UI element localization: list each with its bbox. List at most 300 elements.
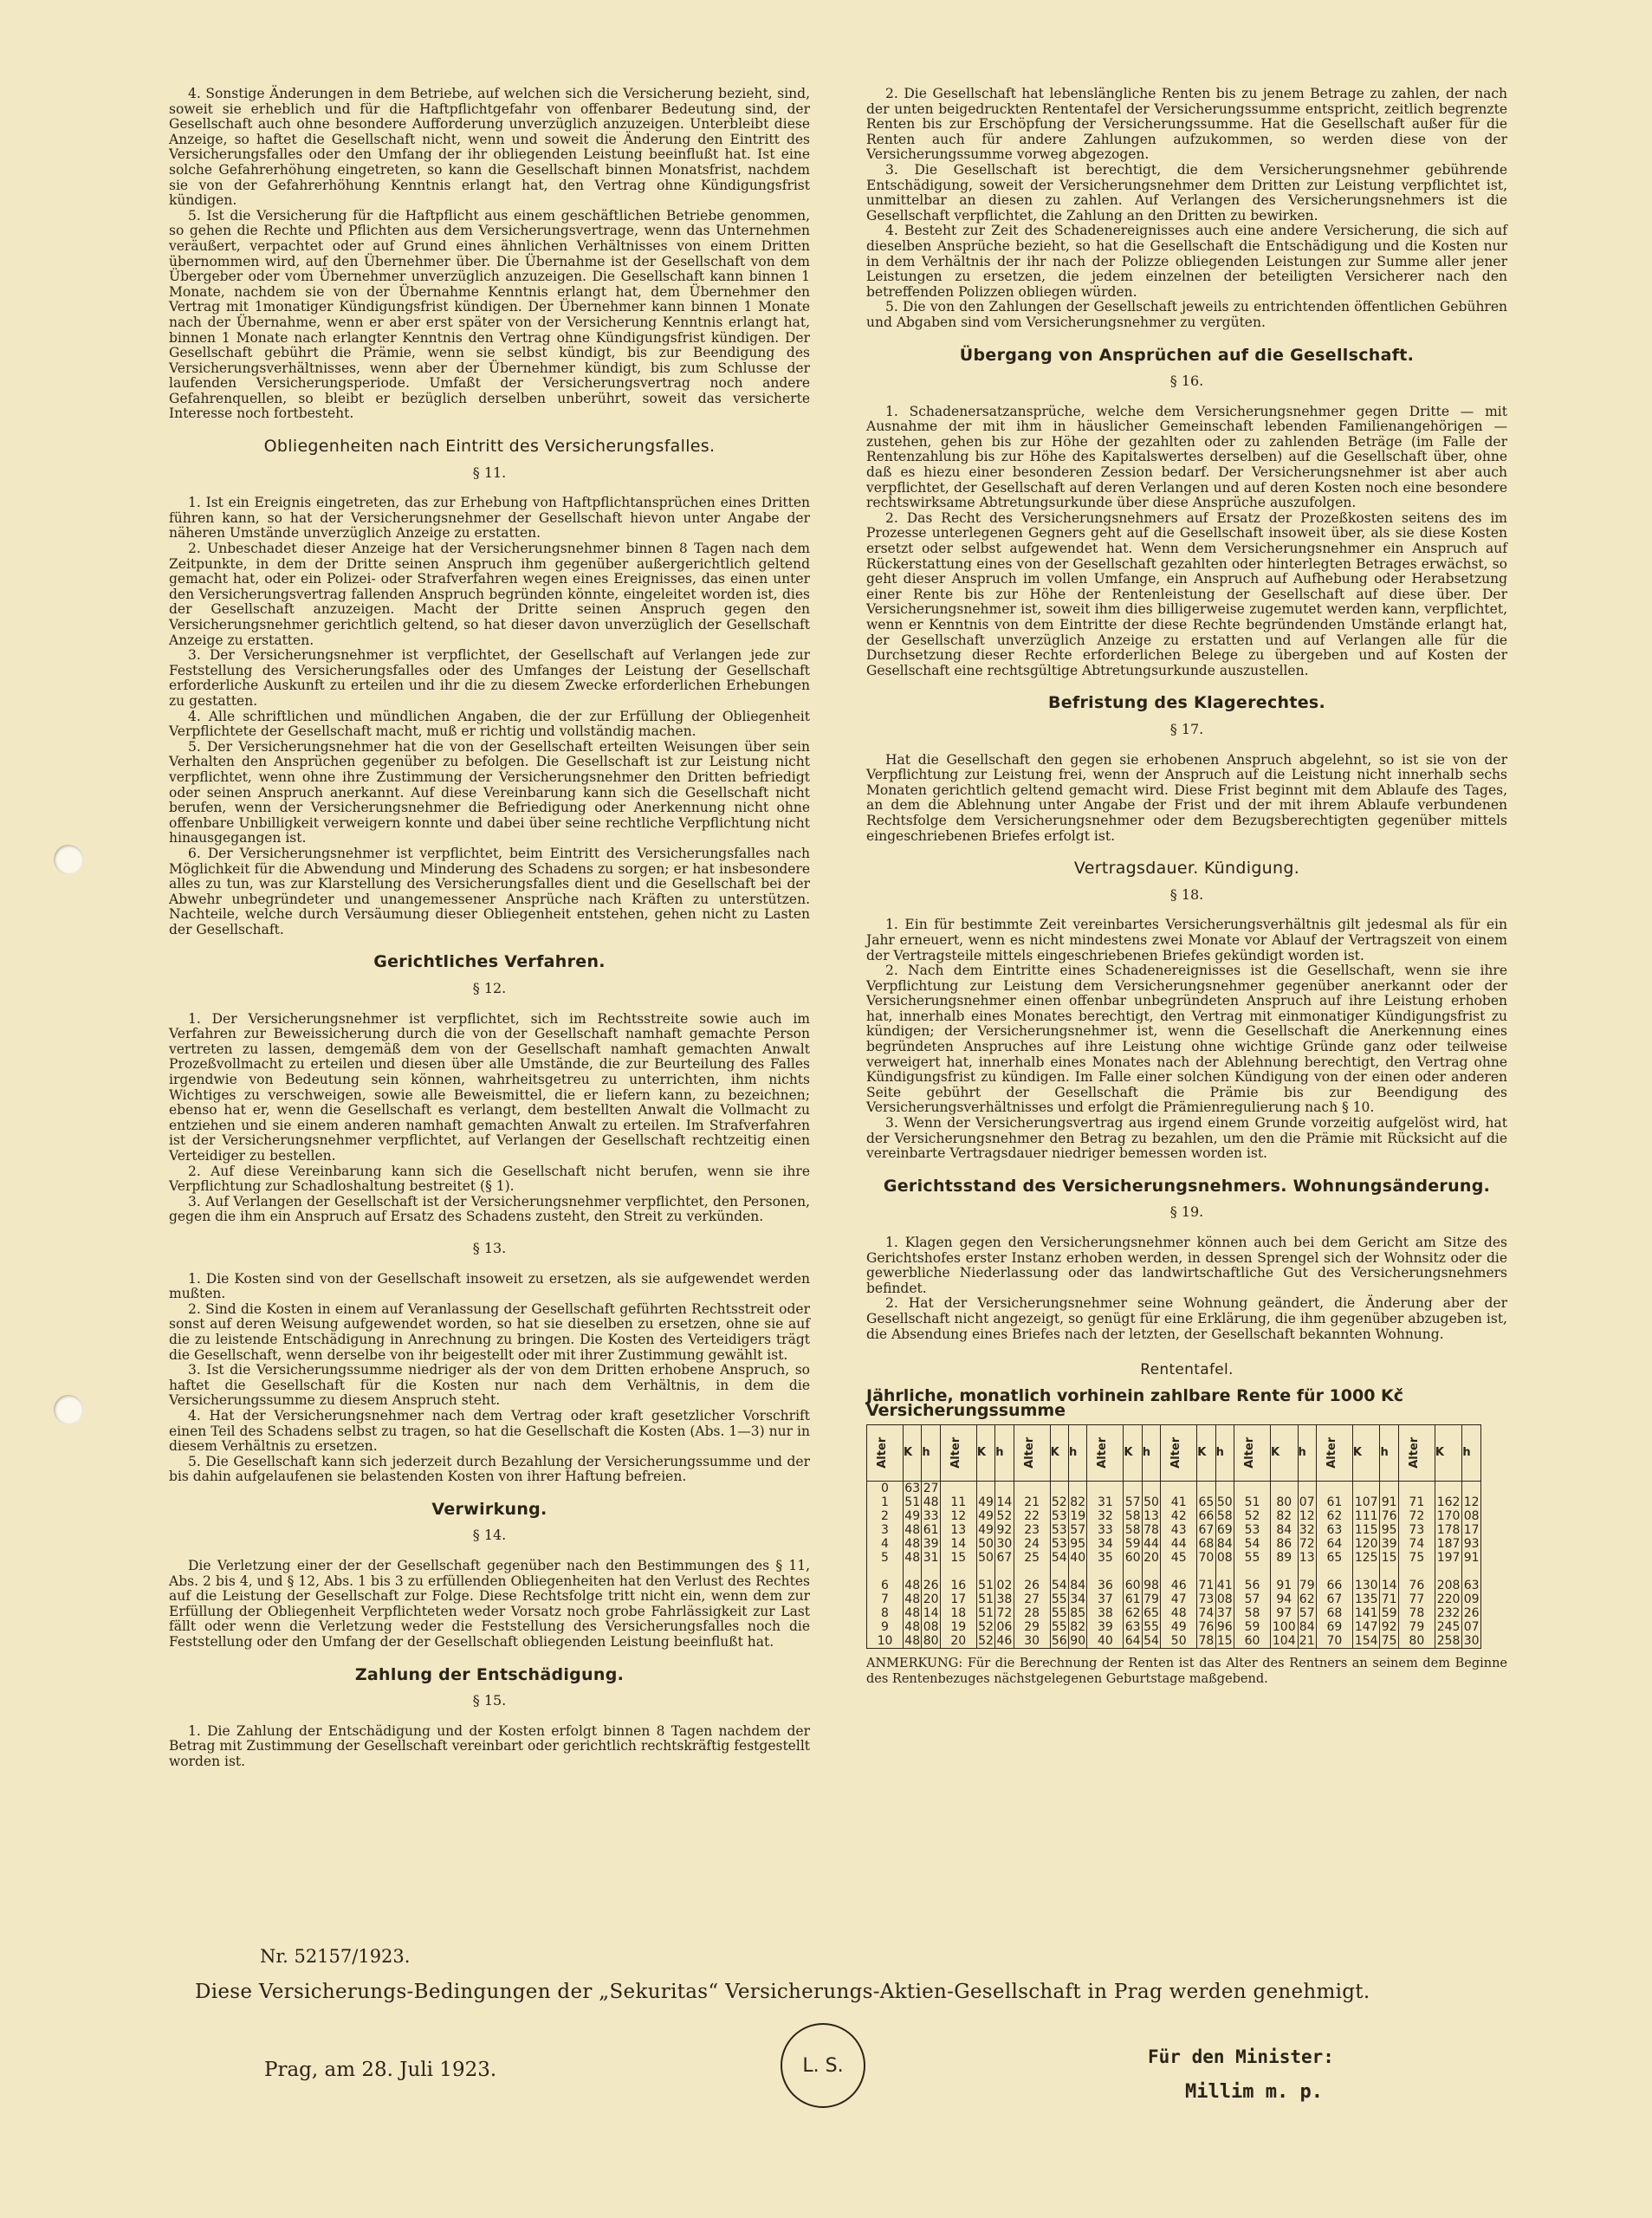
cell-alter: 60 [1234,1634,1270,1649]
cell-h: 61 [923,1522,939,1537]
cell-alter: 18 [940,1606,976,1620]
cell-alter: 26 [1014,1579,1050,1592]
cell-k: 68 [1198,1536,1215,1551]
cell-k: 258 [1435,1634,1462,1649]
cell-alter: 16 [940,1579,976,1592]
rententafel-body [867,1481,1481,1648]
cell-h: 27 [923,1481,939,1495]
cell-k: 54 [1051,1578,1067,1592]
cell-k: 52 [978,1633,994,1648]
col-header-k: K [1197,1424,1215,1481]
cell-h: 13 [1299,1550,1315,1565]
col-header-h: h [1069,1424,1087,1481]
cell-k: 55 [1051,1605,1067,1620]
section-14-label: § 14. [472,1527,507,1544]
cell-alter: 31 [1087,1495,1124,1509]
cell-alter: 68 [1316,1606,1352,1620]
section-11-label: § 11. [472,464,507,481]
col-header-h: h [1462,1424,1481,1481]
cell-alter: 64 [1316,1537,1352,1551]
cell-k: 48 [904,1522,921,1537]
table-row [867,1606,1481,1620]
cell-h: 80 [923,1633,939,1648]
cell-alter: 13 [940,1523,976,1537]
rententafel-table [866,1424,1481,1649]
col-header-alter: Alter [1161,1424,1197,1481]
table-row [867,1481,1481,1495]
cell-k: 111 [1352,1509,1380,1523]
cell-alter: 74 [1398,1537,1435,1551]
approval-statement: Diese Versicherungs-Bedingungen der „Sekuritas“ Versicherungs-Aktien-Gesellschaft in Prag werden genehmigt. [195,1981,1370,2003]
paragraph: 1. Schadenersatzansprüche, welche dem Versicherungsnehmer gegen Dritte — mit Ausnahme der mit ihm in häuslicher Gemeinschaft lebenden Familienangehörigen — zustehen, gehen bis zur Höhe der gezahlten oder zu zahlenden Beträge (im Falle der Rentenzahlung bis zur Höhe des Kapitalswertes derselben) auf die Gesellschaft über, ohne daß es hiezu einer besonderen Zession bedarf. Der Versicherungsnehmer ist aber auch verpflichtet, der Gesellschaft auf deren Verlangen und auf deren Kosten noch eine besondere rechtswirksame Abtretungsurkunde über diese Ansprüche auszufolgen. [866,403,1507,511]
rententafel-header-row [867,1424,1481,1481]
section-14-paragraphs [169,1559,810,1651]
cell-k: 53 [1051,1508,1067,1523]
cell-k [1124,1565,1142,1579]
cell-k: 50 [978,1550,994,1565]
cell-alter [940,1481,976,1495]
table-row [867,1592,1481,1606]
cell-h: 20 [923,1592,939,1606]
cell-k [1271,1481,1299,1495]
cell-alter: 5 [867,1551,904,1565]
cell-k: 60 [1124,1578,1141,1592]
cell-alter: 59 [1234,1620,1270,1634]
cell-alter: 48 [1161,1606,1197,1620]
table-row [867,1495,1481,1509]
cell-alter: 45 [1161,1551,1197,1565]
cell-k: 220 [1435,1592,1462,1606]
cell-alter: 61 [1316,1495,1352,1509]
cell-alter: 12 [940,1509,976,1523]
cell-k [1197,1481,1215,1495]
cell-k: 49 [978,1495,994,1509]
cell-h: 55 [1143,1619,1159,1634]
section-16-label: § 16. [1169,373,1204,390]
paragraph: 1. Ein für bestimmte Zeit vereinbartes Versicherungsverhältnis gilt jedesmal als für ein Jahr erneuert, wenn es nicht mindestens zwei Monate vor Ablauf der Vertragszeit von einem der Vertragsteile mittels eingeschriebenen Briefes gekündigt worden ist. [866,917,1507,963]
cell-k [1050,1565,1068,1579]
cell-alter: 79 [1398,1620,1435,1634]
cell-h [995,1565,1014,1579]
cell-alter [1161,1565,1197,1579]
cell-k: 232 [1435,1606,1462,1620]
cell-h [1462,1565,1481,1579]
cell-h: 14 [923,1605,939,1620]
cell-alter: 34 [1087,1537,1124,1551]
cell-alter: 22 [1014,1509,1050,1523]
cell-h: 69 [1216,1522,1233,1537]
cell-alter: 76 [1398,1579,1435,1592]
cell-k: 49 [904,1508,921,1523]
cell-h: 31 [923,1550,939,1565]
cell-h: 44 [1143,1536,1159,1551]
place-date: Prag, am 28. Juli 1923. [264,2059,497,2081]
cell-alter [1398,1565,1435,1579]
cell-h: 17 [1463,1522,1480,1537]
cell-alter: 51 [1234,1495,1270,1509]
paragraph: Die Verletzung einer der der Gesellschaft gegenüber nach den Bestimmungen des § 11, Abs. 2 bis 4, und § 12, Abs. 1 bis 3 zu erfüllenden Obliegenheiten hat den Verlust des Rechtes auf die Leistung der Gesellschaft zur Folge. Diese Rechtsfolge tritt nicht ein, wenn dem zur Erfüllung der Obliegenheit Verpflichteten weder Vorsatz noch grobe Fahrlässigkeit zur Last fällt oder wenn die Verletzung weder die Feststellung des Versicherungsfalles noch die Feststellung oder den Umfang der der Gesellschaft obliegenden Leistung beeinflußt hat. [169,1558,810,1651]
cell-alter: 33 [1087,1523,1124,1537]
cell-h [1298,1481,1316,1495]
cell-alter: 50 [1161,1634,1197,1649]
cell-k: 86 [1271,1537,1299,1551]
cell-alter: 23 [1014,1523,1050,1537]
col-header-alter: Alter [867,1424,904,1481]
cell-alter: 7 [867,1592,904,1606]
cell-h: 20 [1143,1550,1159,1565]
col-header-h: h [1142,1424,1160,1481]
cell-h: 13 [1143,1508,1159,1523]
cell-h [922,1565,940,1579]
cell-alter: 29 [1014,1620,1050,1634]
paragraph: 2. Auf diese Vereinbarung kann sich die Gesellschaft nicht berufen, wenn sie ihre Verpflichtung zur Schadloshaltung bestreitet (§ 1). [169,1163,810,1195]
cell-alter: 41 [1161,1495,1197,1509]
cell-h: 14 [1381,1578,1397,1592]
section-18-label: § 18. [1169,885,1204,903]
table-row [867,1565,1481,1579]
cell-k: 162 [1435,1495,1462,1509]
cell-k: 82 [1271,1509,1299,1523]
cell-h: 12 [1299,1508,1315,1523]
cell-k [904,1565,922,1579]
cell-alter [1234,1565,1270,1579]
cell-k: 67 [1198,1522,1215,1537]
cell-alter: 77 [1398,1592,1435,1606]
cell-h: 19 [1070,1508,1086,1523]
cell-h: 78 [1143,1522,1159,1537]
cell-h: 79 [1299,1578,1315,1592]
cell-h: 79 [1143,1592,1159,1606]
cell-k: 125 [1352,1551,1380,1565]
cell-h: 30 [996,1536,1013,1551]
cell-k: 63 [904,1481,921,1495]
cell-h: 08 [1216,1550,1233,1565]
cell-k: 51 [978,1592,994,1606]
cell-h: 12 [1463,1495,1480,1509]
section-16-paragraphs [866,405,1507,679]
cell-h [1380,1481,1398,1495]
paragraph: 1. Die Zahlung der Entschädigung und der Kosten erfolgt binnen 8 Tagen nachdem der Betrag mit Zustimmung der Gesellschaft vereinbart oder gerichtlich rechtskräftig festgestellt worden ist. [169,1722,810,1769]
cell-k: 141 [1352,1606,1380,1620]
cell-h: 75 [1381,1633,1397,1648]
paragraph: 1. Ist ein Ereignis eingetreten, das zur Erhebung von Haftpflichtansprüchen eines Dritten führen kann, so hat der Versicherungsnehmer der Gesellschaft hievon unter Angabe der näheren Umstände unverzüglich Anzeige zu erstatten. [169,495,810,542]
cell-k: 78 [1198,1633,1215,1648]
table-row [867,1620,1481,1634]
cell-alter: 40 [1087,1634,1124,1649]
cell-alter [1161,1481,1197,1495]
section-17-label: § 17. [1169,720,1204,737]
cell-alter: 6 [867,1579,904,1592]
cell-alter: 65 [1316,1551,1352,1565]
paragraph: 3. Die Gesellschaft ist berechtigt, die dem Versicherungsnehmer gebührende Entschädigung, soweit der Versicherungsnehmer dem Dritten zur Leistung verpflichtet ist, unmittelbar an diesen zu zahlen. Auf Verlangen des Versicherungsnehmers ist die Gesellschaft verpflichtet, die Zahlung an den Dritten zu bewirken. [866,161,1507,224]
cell-k: 51 [978,1578,994,1592]
cell-h: 96 [1216,1619,1233,1634]
rententafel-note: ANMERKUNG: Für die Berechnung der Renten ist das Alter des Rentners an seinem dem Beginne des Rentenbezuges nächstgelegenen Geburtstage maßgebend. [866,1656,1507,1686]
cell-h: 91 [1463,1550,1480,1565]
cell-alter: 24 [1014,1537,1050,1551]
cell-h: 57 [1299,1605,1315,1620]
cell-k: 49 [978,1522,994,1537]
section-13-paragraphs [169,1272,810,1485]
col-header-k: K [976,1424,994,1481]
section-18-paragraphs [866,918,1507,1162]
cell-alter: 17 [940,1592,976,1606]
section-15-paragraphs [169,1724,810,1770]
cell-k [1050,1481,1068,1495]
heading-verfahren: Gerichtliches Verfahren. [373,952,606,972]
cell-h [1215,1481,1234,1495]
cell-h: 07 [1463,1619,1480,1634]
cell-k: 53 [1051,1536,1067,1551]
cell-k: 51 [904,1495,921,1509]
cell-alter: 39 [1087,1620,1124,1634]
cell-h: 71 [1381,1592,1397,1606]
heading-gerichtsstand: Gerichtsstand des Versicherungsnehmers. Wohnungsänderung. [883,1176,1491,1196]
cell-alter: 38 [1087,1606,1124,1620]
cell-h: 54 [1143,1633,1159,1648]
cell-alter: 28 [1014,1606,1050,1620]
cell-alter: 14 [940,1537,976,1551]
cell-k: 52 [1051,1495,1067,1509]
col-header-alter: Alter [1398,1424,1435,1481]
cell-alter: 37 [1087,1592,1124,1606]
cell-k: 89 [1271,1551,1299,1565]
cell-h [995,1481,1014,1495]
paragraph: 4. Hat der Versicherungsnehmer nach dem Vertrag oder kraft gesetzlicher Vorschrift einen Teil des Schadens selbst zu tragen, so hat die Gesellschaft die Kosten (Abs. 1—3) nur in diesem Verhältnis zu ersetzen. [169,1407,810,1455]
cell-h: 52 [996,1508,1013,1523]
cell-k: 74 [1198,1605,1215,1620]
cell-alter: 11 [940,1495,976,1509]
col-header-h: h [1380,1424,1398,1481]
cell-alter: 49 [1161,1620,1197,1634]
cell-alter: 72 [1398,1509,1435,1523]
paragraph: 3. Ist die Versicherungssumme niedriger als der von dem Dritten erhobene Anspruch, so haftet die Gesellschaft für die Kosten nur nach dem Verhältnis, in dem die Versicherungssumme zu diesem Anspruch steht. [169,1362,810,1409]
cell-k: 48 [904,1605,921,1620]
cell-alter: 0 [867,1481,904,1495]
cell-k: 51 [978,1605,994,1620]
cell-h: 84 [1070,1578,1086,1592]
cell-k: 55 [1051,1619,1067,1634]
cell-h: 98 [1143,1578,1159,1592]
cell-h: 48 [923,1495,939,1509]
cell-alter: 57 [1234,1592,1270,1606]
cell-k: 71 [1198,1578,1215,1592]
cell-alter: 52 [1234,1509,1270,1523]
cell-alter: 10 [867,1634,904,1649]
cell-k: 178 [1435,1523,1462,1537]
cell-h: 40 [1070,1550,1086,1565]
cell-h: 21 [1299,1633,1315,1648]
cell-k: 73 [1198,1592,1215,1606]
cell-alter: 25 [1014,1551,1050,1565]
cell-h: 14 [996,1495,1013,1509]
cell-alter: 43 [1161,1523,1197,1537]
cell-alter: 69 [1316,1620,1352,1634]
official-seal [781,2023,865,2108]
cell-alter: 30 [1014,1634,1050,1649]
right-column [866,87,1507,1687]
heading-obliegenheiten: Obliegenheiten nach Eintritt des Versicherungsfalles. [263,437,716,457]
cell-alter [1316,1565,1352,1579]
cell-k: 66 [1198,1508,1215,1523]
cell-k [1435,1565,1462,1579]
section-19-paragraphs [866,1235,1507,1342]
cell-k: 154 [1352,1634,1380,1649]
col-header-alter: Alter [1234,1424,1270,1481]
cell-k: 135 [1352,1592,1380,1606]
cell-h: 26 [1463,1605,1480,1620]
cell-h: 32 [1299,1522,1315,1537]
cell-alter: 44 [1161,1537,1197,1551]
cell-k [976,1565,994,1579]
paragraph: 2. Nach dem Eintritte eines Schadenereignisses ist die Gesellschaft, wenn sie ihre Verpflichtung zur Leistung dem Versicherungsnehmer gegenüber anerkannt oder der Versicherungsnehmer einen offenbar unbegründeten Anspruch auf ihre Leistung erhoben hat, innerhalb eines Monates berechtigt, den Vertrag mit einmonatiger Kündigungsfrist zu kündigen; der Versicherungsnehmer ist, wenn die Gesellschaft die Anerkennung eines begründeten Anspruches auf ihre Leistung ohne wichtige Gründe ganz oder teilweise verweigert hat, innerhalb eines Monates nach der Ablehnung berechtigt, den Vertrag ohne Kündigungsfrist zu kündigen. Im Falle einer solchen Kündigung von der einen oder anderen Seite gebührt der Gesellschaft die Prämie bis zur Beendigung des Versicherungsverhältnisses und erfolgt die Prämienregulierung nach § 10. [866,963,1507,1116]
col-header-alter: Alter [940,1424,976,1481]
cell-k [1352,1481,1380,1495]
cell-h: 15 [1216,1633,1233,1648]
cell-h: 08 [923,1619,939,1634]
cell-alter: 32 [1087,1509,1124,1523]
cell-alter: 71 [1398,1495,1435,1509]
cell-alter [1014,1481,1050,1495]
cell-h: 62 [1299,1592,1315,1606]
cell-alter [867,1565,904,1579]
cell-k: 208 [1435,1579,1462,1592]
table-row [867,1579,1481,1592]
cell-k: 48 [904,1550,921,1565]
col-header-h: h [922,1424,940,1481]
table-row [867,1537,1481,1551]
cell-h [1069,1565,1087,1579]
paragraph: 5. Die von den Zahlungen der Gesellschaft jeweils zu entrichtenden öffentlichen Gebühren und Abgaben sind vom Versicherungsnehmer zu vergüten. [866,299,1507,330]
cell-k: 48 [904,1536,921,1551]
cell-alter: 63 [1316,1523,1352,1537]
for-minister-label: Für den Minister: [1148,2046,1334,2067]
intro-paragraphs-left [169,87,810,422]
cell-h: 08 [1463,1508,1480,1523]
punch-hole [54,845,83,874]
cell-h: 93 [1463,1536,1480,1551]
paragraph: Hat die Gesellschaft den gegen sie erhobenen Anspruch abgelehnt, so ist sie von der Verpflichtung zur Leistung frei, wenn der Anspruch auf die Leistung nicht innerhalb sechs Monaten gerichtlich geltend gemacht wird. Diese Frist beginnt mit dem Ablaufe des Tages, an dem die Ablehnung unter Angabe der Frist und der mit ihrem Ablaufe verbundenen Rechtsfolge dem Versicherungsnehmer oder dem Bezugsberechtigten gegenüber mittels eingeschriebenen Briefes erfolgt ist. [866,751,1507,844]
col-header-k: K [1050,1424,1068,1481]
cell-k: 170 [1435,1509,1462,1523]
cell-alter: 75 [1398,1551,1435,1565]
cell-k: 84 [1271,1523,1299,1537]
cell-k: 57 [1124,1495,1141,1509]
table-row [867,1509,1481,1523]
cell-k: 147 [1352,1620,1380,1634]
cell-alter [1087,1481,1124,1495]
cell-alter [1234,1481,1270,1495]
cell-alter: 35 [1087,1551,1124,1565]
cell-alter: 80 [1398,1634,1435,1649]
intro-paragraphs-right [866,87,1507,331]
cell-h: 37 [1216,1605,1233,1620]
cell-k: 64 [1124,1633,1141,1648]
cell-k: 55 [1051,1592,1067,1606]
section-12-paragraphs [169,1012,810,1225]
col-header-k: K [1435,1424,1462,1481]
cell-h: 92 [996,1522,1013,1537]
cell-h: 82 [1070,1495,1086,1509]
col-header-h: h [1298,1424,1316,1481]
cell-h: 15 [1381,1550,1397,1565]
cell-k [976,1481,994,1495]
cell-k: 48 [904,1578,921,1592]
section-11-paragraphs [169,496,810,937]
cell-alter: 21 [1014,1495,1050,1509]
paragraph: 3. Auf Verlangen der Gesellschaft ist der Versicherungsnehmer verpflichtet, den Personen, gegen die ihm ein Anspruch auf Ersatz des Schadens zusteht, den Streit zu verkünden. [169,1193,810,1225]
col-header-h: h [995,1424,1014,1481]
col-header-h: h [1215,1424,1234,1481]
cell-k: 58 [1124,1522,1141,1537]
paragraph: 5. Ist die Versicherung für die Haftpflicht aus einem geschäftlichen Betriebe genommen, so gehen die Rechte und Pflichten aus dem Versicherungsvertrage, wenn das Unternehmen veräußert, verpachtet oder auf Grund eines ähnlichen Verhältnisses von einem Dritten übernommen wird, auf den Übernehmer über. Die Übernahme ist der Gesellschaft von dem Übergeber oder vom Übernehmer unverzüglich anzuzeigen. Die Gesellschaft kann binnen 1 Monate, nachdem sie von der Übernahme Kenntnis erlangt hat, dem Übernehmer den Vertrag mit 1monatiger Kündigungsfrist kündigen. Der Übernehmer kann binnen 1 Monate nach der Übernahme, wenn er aber erst später von der Versicherung Kenntnis erlangt hat, binnen 1 Monate nach erlangter Kenntnis den Vertrag ohne Kündigungsfrist kündigen. Der Gesellschaft gebührt die Prämie, wenn sie selbst kündigt, bis zur Beendigung des Versicherungsverhältnisses, wenn aber der Übernehmer kündigt, bis zum Schlusse der laufenden Versicherungsperiode. Umfaßt der Versicherungsvertrag noch andere Gefahrenquellen, so bleibt er bezüglich derselben unberührt, soweit das versicherte Interesse noch fortbesteht. [169,207,810,422]
paragraph: 4. Alle schriftlichen und mündlichen Angaben, die der zur Erfüllung der Obliegenheit Verpflichtete der Gesellschaft macht, muß er richtig und vollständig machen. [169,708,810,740]
cell-k [1352,1565,1380,1579]
paragraph: 2. Das Recht des Versicherungsnehmers auf Ersatz der Prozeßkosten seitens des im Prozesse unterlegenen Gegners geht auf die Gesellschaft insoweit über, als sie diese Kosten ersetzt oder selbst aufgewendet hat. Wenn dem Versicherungsnehmer ein Anspruch auf Rückerstattung eines von der Gesellschaft gezahlten oder hinterlegten Betrages erwächst, so geht dieser Anspruch im vollen Umfange, ein Anspruch auf Aufhebung oder Herabsetzung einer Rente bis zur Höhe der Rentenleistung der Gesellschaft auf diese über. Der Versicherungsnehmer ist, soweit ihm dies billigerweise zugemutet werden kann, verpflichtet, wenn er Kenntnis von dem Eintritte der diese Rechte begründenden Umstände erlangt hat, der Gesellschaft unverzüglich Anzeige zu erstatten und auf Verlangen alle für die Durchsetzung dieser Rechte erforderlichen Belege zu übergeben und auf Kosten der Gesellschaft eine rechtsgültige Abtretungsurkunde auszustellen. [866,509,1507,678]
cell-h [1298,1565,1316,1579]
cell-h: 39 [1381,1536,1397,1551]
col-header-k: K [904,1424,922,1481]
heading-verwirkung: Verwirkung. [431,1499,547,1519]
cell-k: 61 [1124,1592,1141,1606]
cell-k: 80 [1271,1495,1299,1509]
heading-befristung: Befristung des Klagerechtes. [1047,693,1326,713]
cell-alter [1087,1565,1124,1579]
cell-h: 50 [1143,1495,1159,1509]
paragraph: 2. Die Gesellschaft hat lebenslängliche Renten bis zu jenem Betrage zu zahlen, der nach der unten beigedruckten Rententafel der Versicherungssumme entspricht, zeitlich begrenzte Renten bis zur Erschöpfung der Versicherungssumme. Hat die Gesellschaft außer für die Renten auch für andere Zahlungen aufzukommen, so werden diese von der Versicherungssumme vorweg abgezogen. [866,86,1507,163]
cell-alter: 3 [867,1523,904,1537]
paragraph: 2. Sind die Kosten in einem auf Veranlassung der Gesellschaft geführten Rechtsstreit oder sonst auf deren Weisung aufgewendet worden, so hat sie dieselben zu ersetzen, ohne sie auf die zu leistende Entschädigung in Anrechnung zu bringen. Die Kosten des Verteidigers trägt die Gesellschaft, wenn derselbe von ihr beigestellt oder mit ihrer Zustimmung gewählt ist. [169,1300,810,1363]
cell-k: 59 [1124,1536,1141,1551]
cell-h: 57 [1070,1522,1086,1537]
col-header-alter: Alter [1014,1424,1050,1481]
seal-label: L. S. [802,2054,844,2077]
cell-alter: 2 [867,1509,904,1523]
cell-k: 130 [1352,1579,1380,1592]
approval-number: Nr. 52157/1923. [260,1946,411,1967]
cell-alter: 42 [1161,1509,1197,1523]
cell-k: 115 [1352,1523,1380,1537]
cell-alter: 73 [1398,1523,1435,1537]
cell-h: 06 [996,1619,1013,1634]
cell-k: 100 [1271,1620,1299,1634]
cell-h: 65 [1143,1605,1159,1620]
paragraph: 5. Die Gesellschaft kann sich jederzeit durch Bezahlung der Versicherungssumme und der bis dahin aufgelaufenen sie belastenden Kosten von ihrer Haftung befreien. [169,1453,810,1485]
cell-h: 67 [996,1550,1013,1565]
cell-h: 82 [1070,1619,1086,1634]
section-17-paragraphs [866,753,1507,845]
cell-k: 197 [1435,1551,1462,1565]
cell-k: 70 [1198,1550,1215,1565]
paragraph: 4. Besteht zur Zeit des Schadenereignisses auch eine andere Versicherung, die sich auf dieselben Ansprüche bezieht, so hat die Gesellschaft die Entschädigung und die Kosten nur in dem Verhältnis der ihr nach der Polizze obliegenden Leistungen zur Summe aller jener Leistungen zu ersetzen, die jedem einzelnen der beteiligten Versicherer nach den betreffenden Polizzen obliegen würden. [866,223,1507,300]
cell-h: 95 [1381,1522,1397,1537]
cell-h: 46 [996,1633,1013,1648]
cell-k: 50 [978,1536,994,1551]
cell-alter [1014,1565,1050,1579]
cell-h: 41 [1216,1578,1233,1592]
cell-k: 65 [1198,1495,1215,1509]
cell-k: 107 [1352,1495,1380,1509]
cell-k: 76 [1198,1619,1215,1634]
cell-k: 54 [1051,1550,1067,1565]
cell-alter: 70 [1316,1634,1352,1649]
cell-alter: 47 [1161,1592,1197,1606]
cell-alter [1398,1481,1435,1495]
cell-k: 60 [1124,1550,1141,1565]
cell-alter [940,1565,976,1579]
cell-k: 49 [978,1508,994,1523]
col-header-alter: Alter [1316,1424,1352,1481]
